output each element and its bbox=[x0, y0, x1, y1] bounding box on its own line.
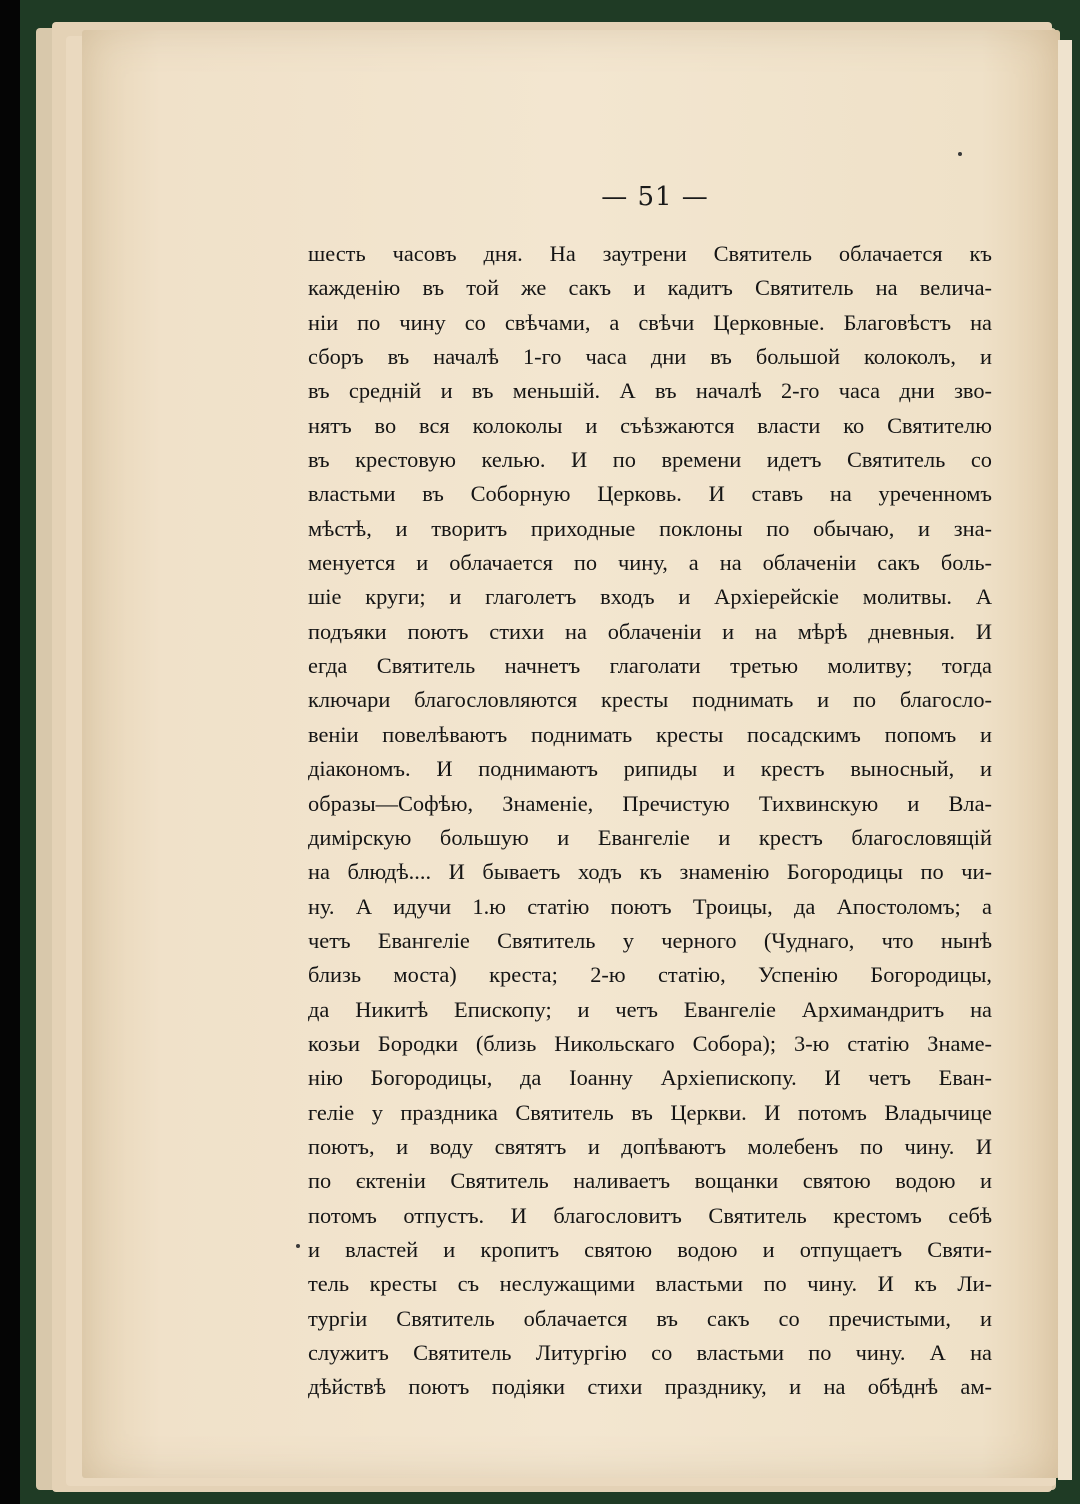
text-line: геліе у праздника Святитель въ Церкви. И потомъ Владычице bbox=[308, 1099, 992, 1125]
text-line: дѣйствѣ поютъ подіяки стихи празднику, и на обѣднѣ ам- bbox=[308, 1374, 992, 1400]
text-line: ніи по чину со свѣчами, а свѣчи Церковные. Благовѣстъ на bbox=[308, 309, 992, 335]
text-line: четъ Евангеліе Святитель у черного (Чуднаго, что нынѣ bbox=[308, 927, 992, 953]
text-line: въ средній и въ меньшій. А въ началѣ 2-го часа дни зво- bbox=[308, 378, 992, 404]
text-line: тель кресты съ неслужащими властьми по чину. И къ Ли- bbox=[308, 1271, 992, 1297]
page-body-text bbox=[308, 237, 992, 1405]
text-line: нятъ во вся колоколы и съѣзжаются власти ко Святителю bbox=[308, 412, 992, 438]
paper-speck bbox=[296, 1244, 300, 1248]
text-line: кажденію въ той же сакъ и кадитъ Святитель на велича- bbox=[308, 275, 992, 301]
text-line: козьи Бородки (близь Никольскаго Собора); 3-ю статію Знаме- bbox=[308, 1030, 992, 1056]
text-line: димірскую большую и Евангеліе и крестъ благословящій bbox=[308, 824, 992, 850]
text-line: ну. А идучи 1.ю статію поютъ Троицы, да Апостоломъ; а bbox=[308, 893, 992, 919]
text-line: шесть часовъ дня. На заутрени Святитель облачается къ bbox=[308, 241, 992, 266]
text-line: близь моста) креста; 2-ю статію, Успенію Богородицы, bbox=[308, 962, 992, 988]
text-line: властьми въ Соборную Церковь. И ставъ на уреченномъ bbox=[308, 481, 992, 507]
text-line: на блюдѣ.... И бываетъ ходъ къ знаменію Богородицы по чи- bbox=[308, 859, 992, 885]
paper-speck bbox=[958, 152, 962, 156]
text-line: да Никитѣ Епископу; и четъ Евангеліе Архимандритъ на bbox=[308, 996, 992, 1022]
text-line: нію Богородицы, да Іоанну Архіепископу. И четъ Еван- bbox=[308, 1065, 992, 1091]
text-line: и властей и кропитъ святою водою и отпущаетъ Святи- bbox=[308, 1236, 992, 1262]
text-line: тургіи Святитель облачается въ сакъ со пречистыми, и bbox=[308, 1305, 992, 1331]
text-line: менуется и облачается по чину, а на облаченіи сакъ боль- bbox=[308, 550, 992, 576]
page-number: — 51 — bbox=[601, 182, 709, 212]
text-line: поютъ, и воду святятъ и допѣваютъ молебенъ по чину. И bbox=[308, 1133, 992, 1159]
text-line: шіе круги; и глаголетъ входъ и Архіерейскіе молитвы. А bbox=[308, 584, 992, 610]
next-page-edge bbox=[1058, 40, 1072, 1480]
text-line: служитъ Святитель Литургію со властьми по чину. А на bbox=[308, 1340, 992, 1365]
text-line: мѣстѣ, и творитъ приходные поклоны по обычаю, и зна- bbox=[308, 515, 992, 541]
text-line: подъяки поютъ стихи на облаченіи и на мѣрѣ дневныя. И bbox=[308, 618, 992, 644]
text-line: сборъ въ началѣ 1-го часа дни въ большой колоколъ, и bbox=[308, 344, 992, 370]
text-line: по єктеніи Святитель наливаетъ вощанки святою водою и bbox=[308, 1168, 992, 1194]
text-line: веніи повелѣваютъ поднимать кресты посадскимъ попомъ и bbox=[308, 721, 992, 747]
text-line: въ крестовую келью. И по времени идетъ Святитель со bbox=[308, 447, 992, 473]
text-line: егда Святитель начнетъ глаголати третью молитву; тогда bbox=[308, 653, 992, 679]
text-line: діакономъ. И поднимаютъ рипиды и крестъ выносный, и bbox=[308, 756, 992, 782]
text-line: ключари благословляются кресты поднимать и по благосло- bbox=[308, 687, 992, 713]
text-line: образы—Софѣю, Знаменіе, Пречистую Тихвинскую и Вла- bbox=[308, 790, 992, 816]
text-line: потомъ отпустъ. И благословитъ Святитель крестомъ себѣ bbox=[308, 1202, 992, 1228]
